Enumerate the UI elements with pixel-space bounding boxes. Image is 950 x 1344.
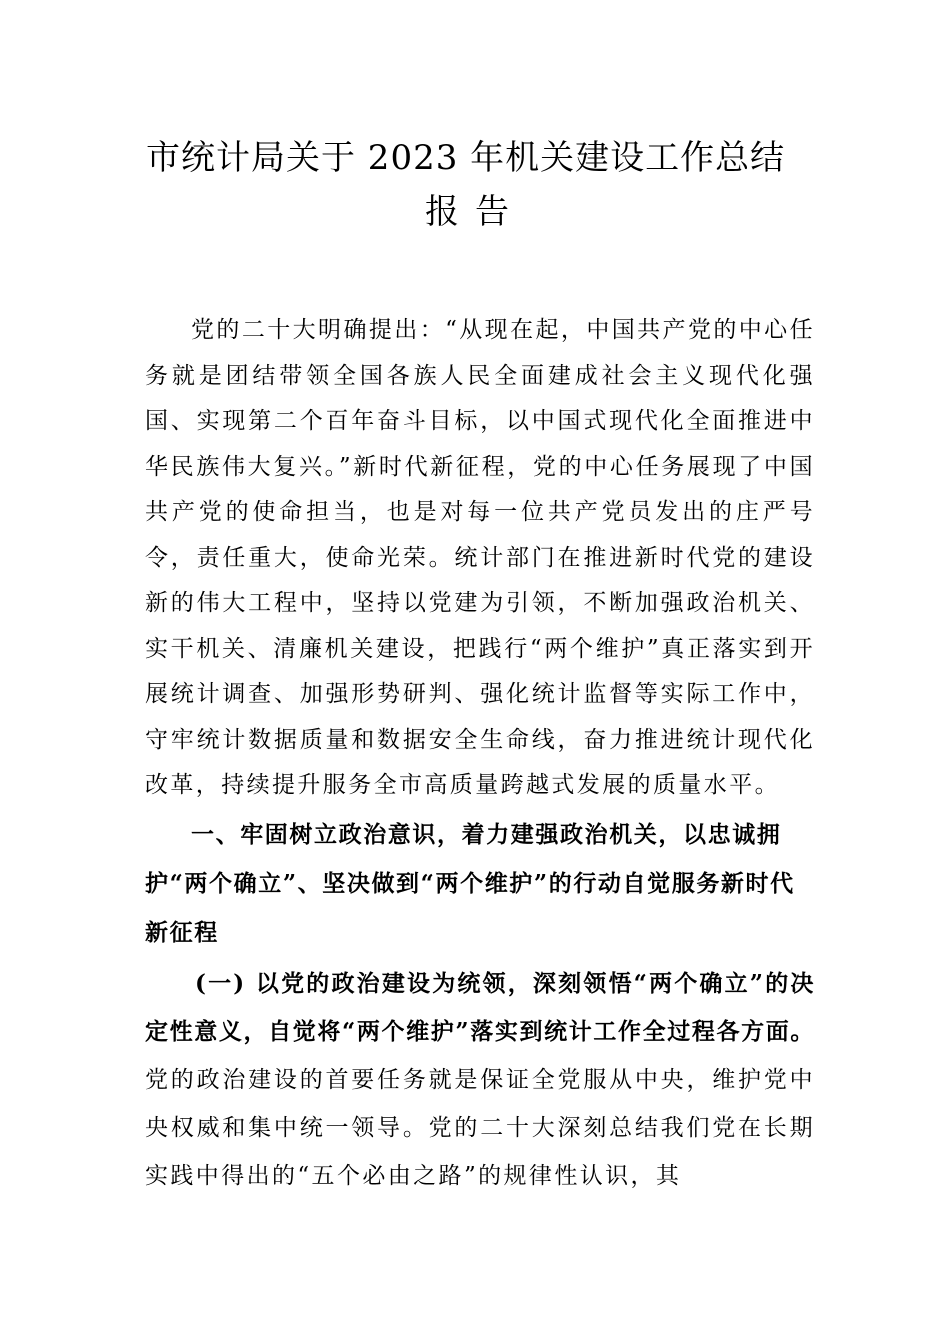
intro-paragraph: 党的二十大明确提出：“从现在起，中国共产党的中心任务就是团结带领全国各族人民全面建成社会主义现代化强国、实现第二个百年奋斗目标，以中国式现代化全面推进中华民族伟大复兴。”新时代新征程，党的中心任务展现了中国共产党的使命担当，也是对每一位共产党员发出的庄严号令，责任重大，使命光荣。统计部门在推进新时代党的建设新的伟大工程中，坚持以党建为引领，不断加强政治机关、实干机关、清廉机关建设，把践行“两个维护”真正落实到开展统计调查、加强形势研判、强化统计监督等实际工作中，守牢统计数据质量和数据安全生命线，奋力推进统计现代化改革，持续提升服务全市高质量跨越式发展的质量水平。 [145,317,815,798]
document-title-line-2: 报告 [425,192,525,232]
document-title-line-1: 市统计局关于 2023 年机关建设工作总结 [146,138,786,178]
subsection-1-text: 党的政治建设的首要任务就是保证全党服从中央，维护党中央权威和集中统一领导。党的二十大深刻总结我们党在长期实践中得出的“五个必由之路”的规律性认识，其 [145,1067,815,1189]
subsection-1-heading: (一) 以党的政治建设为统领，深刻领悟“两个确立”的决定性意义，自觉将“两个维护”落实到统计工作全过程各方面。 [145,970,815,1045]
section-1-heading: 一、牢固树立政治意识，着力建强政治机关，以忠诚拥护“两个确立”、坚决做到“两个维护”的行动自觉服务新时代新征程 [145,821,795,946]
subsection-1-paragraph [145,960,815,1200]
